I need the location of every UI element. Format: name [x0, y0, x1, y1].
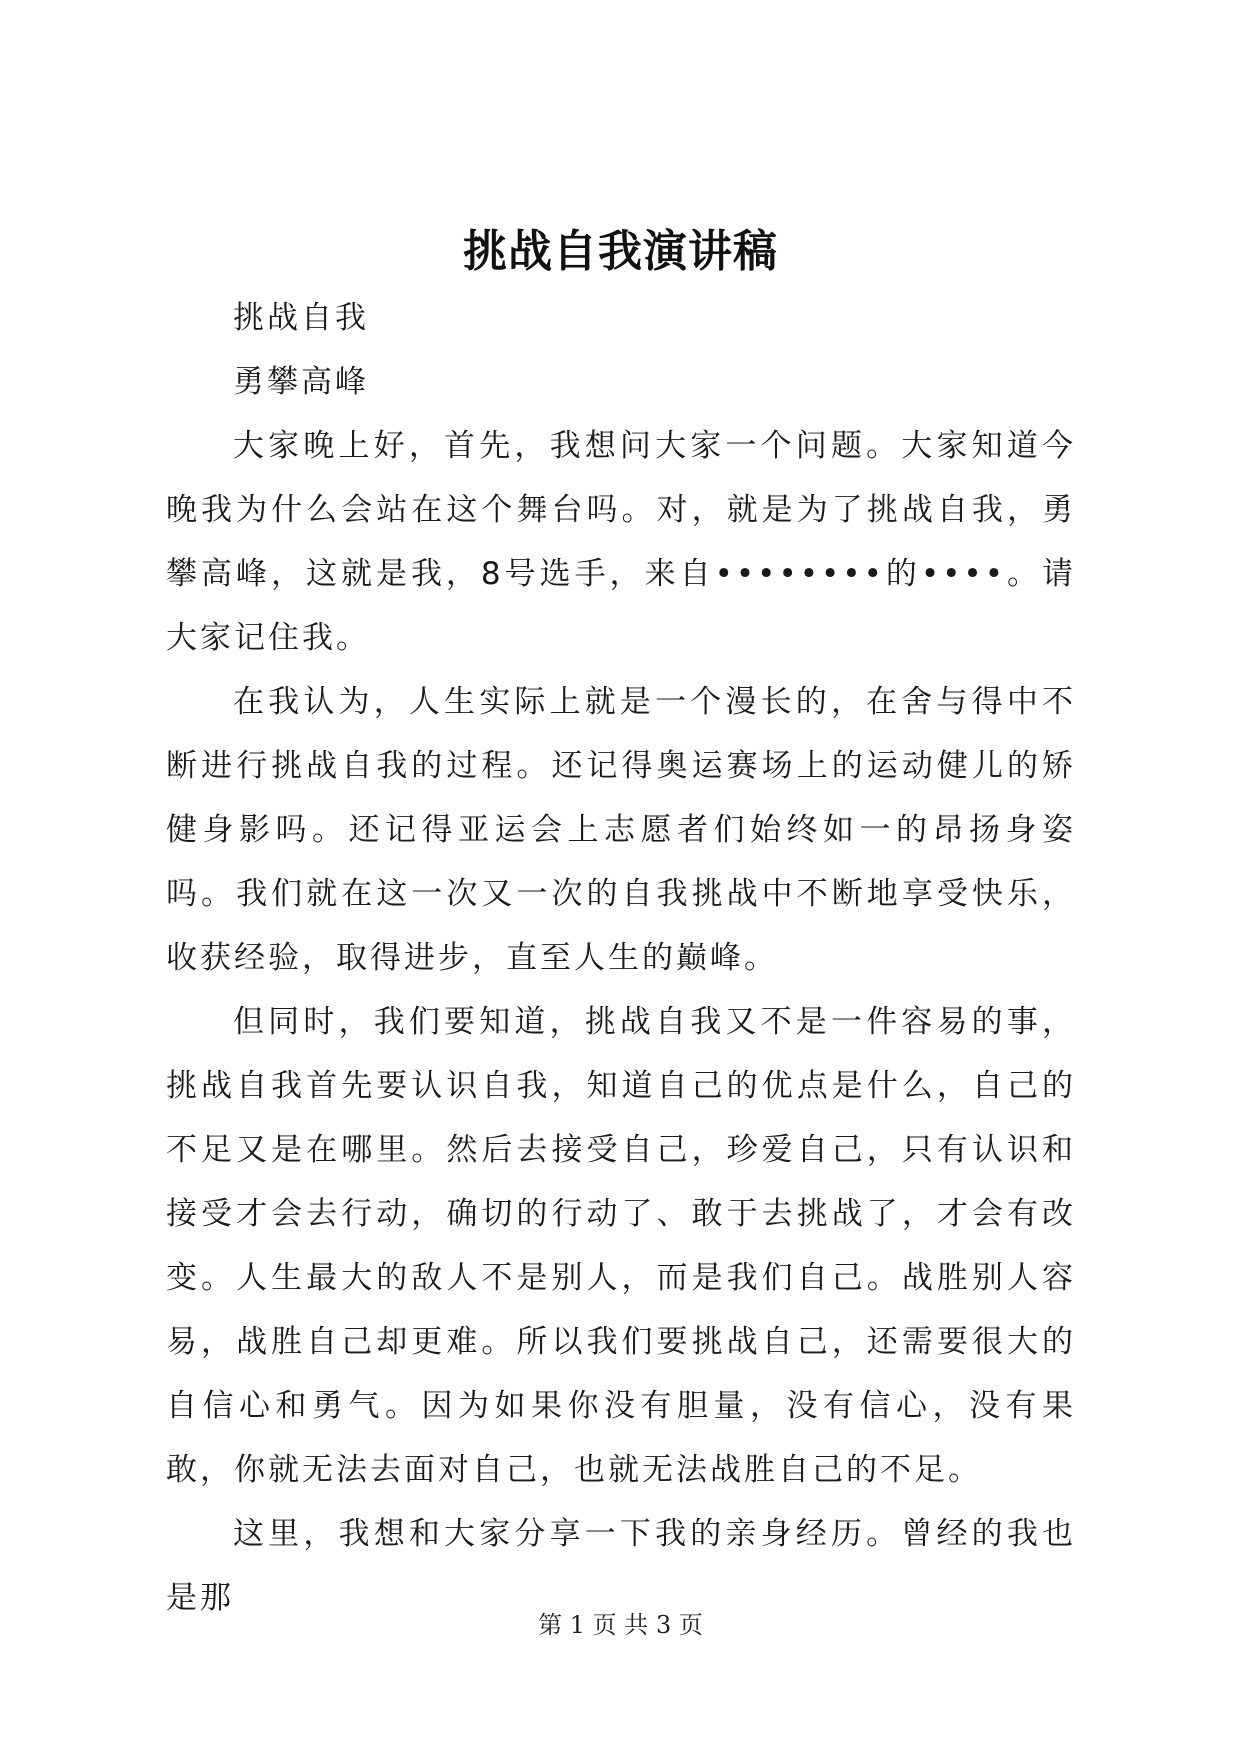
page-footer: 第 1 页 共 3 页 [538, 1611, 703, 1639]
paragraph-subtitle-2: 勇攀高峰 [233, 364, 369, 400]
paragraph-challenge: 但同时，我们要知道，挑战自我又不是一件容易的事，挑战自我首先要认识自我，知道自己的优点是什么，自己的不足又是在哪里。然后去接受自己，珍爱自己，只有认识和接受才会去行动，确切的行动了、敢于去挑战了，才会有改变。人生最大的敌人不是别人，而是我们自己。战胜别人容易，战胜自己却更难。所以我们要挑战自己，还需要很大的自信心和勇气。因为如果你没有胆量，没有信心，没有果敢，你就无法去面对自己，也就无法战胜自己的不足。 [166, 1004, 1076, 1488]
document-body [166, 286, 1076, 1630]
paragraph-subtitle-1: 挑战自我 [233, 300, 369, 336]
document-title: 挑战自我演讲稿 [463, 226, 778, 277]
paragraph-life-view: 在我认为，人生实际上就是一个漫长的，在舍与得中不断进行挑战自我的过程。还记得奥运赛场上的运动健儿的矫健身影吗。还记得亚运会上志愿者们始终如一的昂扬身姿吗。我们就在这一次又一次的自我挑战中不断地享受快乐，收获经验，取得进步，直至人生的巅峰。 [166, 684, 1076, 976]
paragraph-experience: 这里，我想和大家分享一下我的亲身经历。曾经的我也是那 [166, 1516, 1076, 1616]
paragraph-intro: 大家晚上好，首先，我想问大家一个问题。大家知道今晚我为什么会站在这个舞台吗。对，就是为了挑战自我，勇攀高峰，这就是我，8号选手，来自••••••••的••••。请大家记住我。 [166, 428, 1076, 656]
